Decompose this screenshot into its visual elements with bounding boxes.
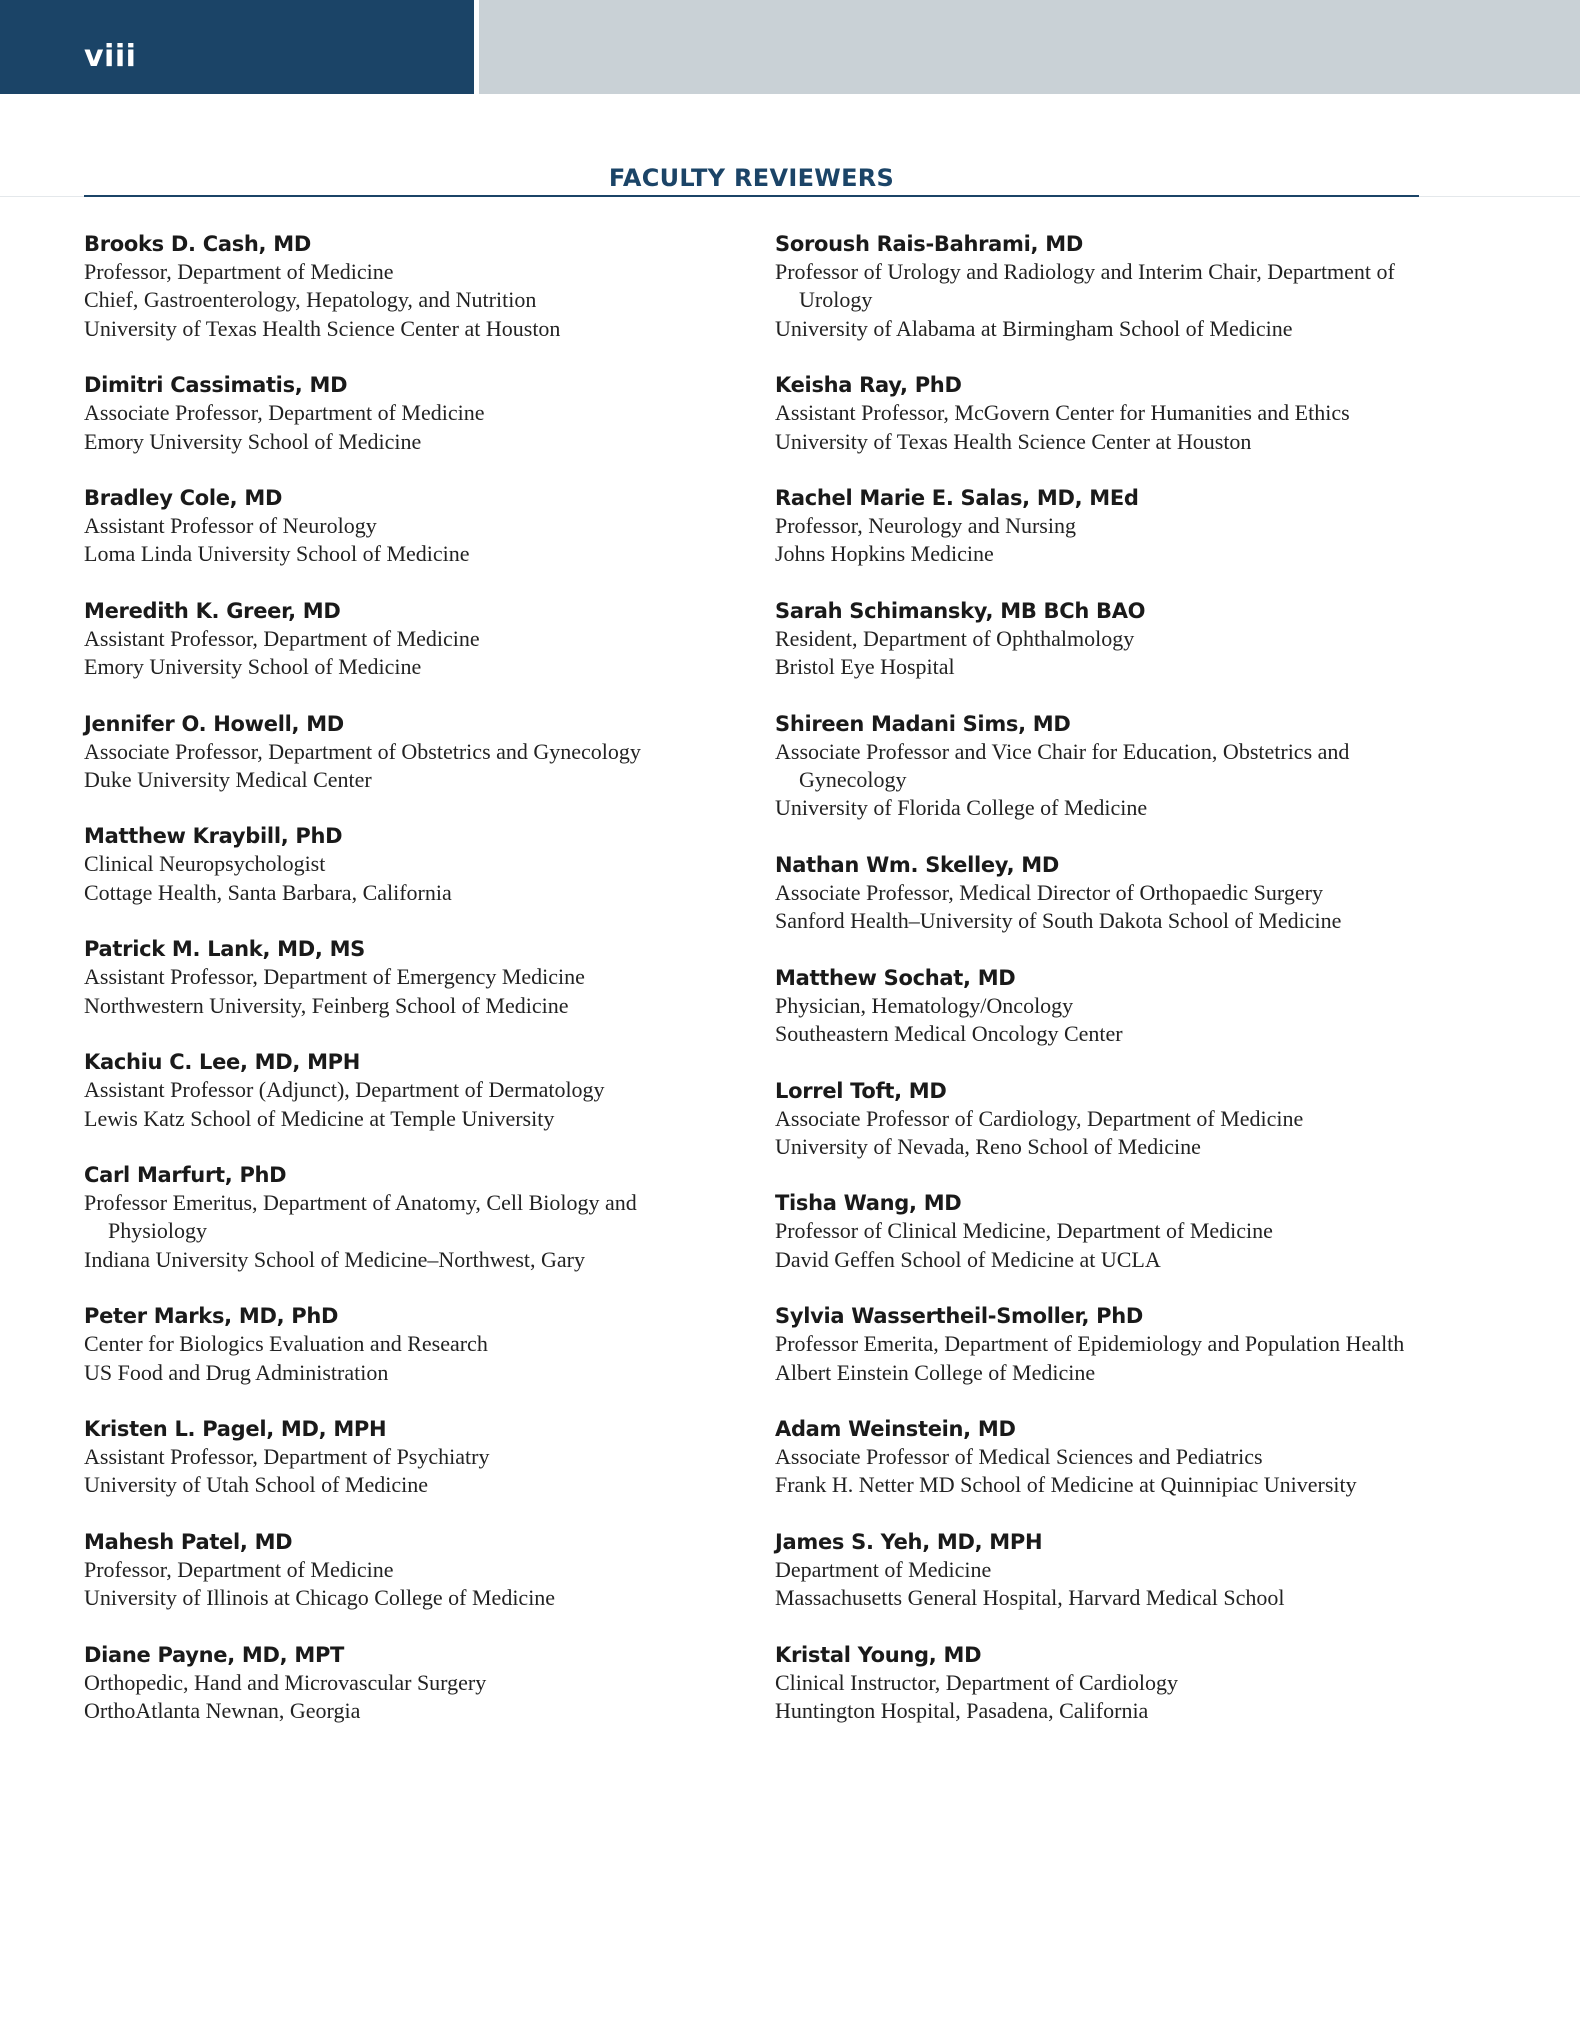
reviewer-affiliation-line: Cottage Health, Santa Barbara, California (84, 879, 452, 905)
reviewer-affiliation-line: University of Texas Health Science Center at Houston (775, 428, 1252, 454)
reviewer-affiliation-line: Emory University School of Medicine (84, 428, 422, 454)
reviewer-affiliation-line: Indiana University School of Medicine–Northwest, Gary (84, 1246, 585, 1272)
reviewer-name: Bradley Cole, MD (84, 486, 283, 511)
page-number: viii (84, 39, 137, 74)
reviewer-entry (84, 1415, 684, 1500)
reviewer-affiliation-line: Center for Biologics Evaluation and Research (84, 1331, 488, 1357)
reviewer-entry (775, 1641, 1435, 1726)
reviewer-affiliation-line: Frank H. Netter MD School of Medicine at Quinnipiac University (775, 1472, 1357, 1498)
reviewer-entry (775, 1302, 1435, 1387)
reviewer-entry (84, 1048, 684, 1133)
reviewer-affiliation-line: Associate Professor, Department of Medicine (84, 400, 485, 426)
reviewer-affiliation-line: Assistant Professor of Neurology (84, 513, 377, 539)
reviewer-affiliation-line: Loma Linda University School of Medicine (84, 541, 470, 567)
reviewer-affiliation-line: Resident, Department of Ophthalmology (775, 625, 1135, 651)
reviewer-entry (775, 1077, 1435, 1162)
reviewer-affiliation-line: Professor Emerita, Department of Epidemiology and Population Health (775, 1331, 1405, 1357)
reviewer-affiliation-line: Department of Medicine (775, 1556, 992, 1582)
reviewer-name: Adam Weinstein, MD (775, 1416, 1016, 1441)
reviewer-name: Nathan Wm. Skelley, MD (775, 852, 1059, 877)
reviewer-affiliation-line: Professor, Department of Medicine (84, 259, 394, 284)
reviewer-affiliation-line: Professor, Neurology and Nursing (775, 513, 1076, 539)
title-rule (84, 195, 1419, 197)
reviewer-name: Matthew Sochat, MD (775, 965, 1016, 990)
reviewer-affiliation-line: Associate Professor, Department of Obstetrics and Gynecology (84, 738, 641, 764)
reviewer-entry (84, 1302, 684, 1387)
reviewer-name: Rachel Marie E. Salas, MD, MEd (775, 486, 1139, 511)
reviewer-entry (84, 710, 684, 795)
reviewer-affiliation-line: Assistant Professor, Department of Medicine (84, 625, 480, 651)
reviewer-name: Brooks D. Cash, MD (84, 232, 311, 256)
reviewer-affiliation-line: US Food and Drug Administration (84, 1359, 389, 1385)
reviewer-affiliation-line: Associate Professor of Medical Sciences and Pediatrics (775, 1443, 1263, 1469)
reviewer-name: Sylvia Wassertheil-Smoller, PhD (775, 1304, 1144, 1329)
reviewer-affiliation-line: Albert Einstein College of Medicine (775, 1359, 1096, 1385)
reviewer-affiliation-line: Northwestern University, Feinberg School of Medicine (84, 992, 569, 1018)
reviewer-entry (775, 230, 1435, 343)
reviewer-affiliation-line: OrthoAtlanta Newnan, Georgia (84, 1697, 361, 1723)
reviewer-column-right (775, 230, 1435, 1753)
reviewer-affiliation-line: Assistant Professor, Department of Emergency Medicine (84, 964, 585, 990)
reviewer-entry (84, 484, 684, 569)
reviewer-affiliation-line: University of Alabama at Birmingham School of Medicine (775, 315, 1293, 341)
reviewer-affiliation-line: Massachusetts General Hospital, Harvard Medical School (775, 1585, 1285, 1611)
reviewer-entry (775, 1189, 1435, 1274)
header-banner-light (479, 0, 1580, 94)
reviewer-entry (775, 371, 1435, 456)
reviewer-name: Shireen Madani Sims, MD (775, 711, 1071, 736)
reviewer-entry (84, 1641, 684, 1726)
reviewer-name: Mahesh Patel, MD (84, 1529, 293, 1554)
reviewer-name: Keisha Ray, PhD (775, 373, 962, 398)
reviewer-name: Kristen L. Pagel, MD, MPH (84, 1416, 387, 1441)
reviewer-name: Dimitri Cassimatis, MD (84, 373, 348, 398)
reviewer-affiliation-line: University of Texas Health Science Center at Houston (84, 315, 561, 341)
reviewer-name: Soroush Rais-Bahrami, MD (775, 232, 1083, 256)
reviewer-affiliation-line: Emory University School of Medicine (84, 654, 422, 680)
reviewer-entry (84, 1161, 684, 1274)
reviewer-name: Patrick M. Lank, MD, MS (84, 937, 365, 962)
reviewer-name: Kachiu C. Lee, MD, MPH (84, 1050, 361, 1075)
reviewer-entry (775, 484, 1435, 569)
reviewer-entry (84, 371, 684, 456)
reviewer-entry (84, 597, 684, 682)
reviewer-affiliation-line: Professor of Urology and Radiology and Interim Chair, Department of Urology (775, 259, 1395, 313)
reviewer-name: Sarah Schimansky, MB BCh BAO (775, 598, 1146, 623)
reviewer-affiliation-line: Assistant Professor (Adjunct), Department of Dermatology (84, 1077, 605, 1103)
reviewer-name: Meredith K. Greer, MD (84, 598, 341, 623)
reviewer-affiliation-line: University of Utah School of Medicine (84, 1472, 428, 1498)
reviewer-entry (84, 230, 684, 343)
reviewer-affiliation-line: University of Illinois at Chicago College of Medicine (84, 1585, 556, 1611)
reviewer-affiliation-line: Clinical Neuropsychologist (84, 851, 326, 877)
reviewer-name: Carl Marfurt, PhD (84, 1162, 287, 1187)
reviewer-name: Kristal Young, MD (775, 1642, 982, 1667)
header-banner-dark (0, 0, 474, 94)
reviewer-entry (775, 1415, 1435, 1500)
reviewer-affiliation-line: Sanford Health–University of South Dakota School of Medicine (775, 908, 1342, 934)
reviewer-entry (84, 1528, 684, 1613)
reviewer-name: Diane Payne, MD, MPT (84, 1642, 345, 1667)
reviewer-affiliation-line: Associate Professor and Vice Chair for Education, Obstetrics and Gynecology (775, 738, 1350, 793)
reviewer-name: Peter Marks, MD, PhD (84, 1304, 339, 1329)
reviewer-affiliation-line: Physician, Hematology/Oncology (775, 992, 1074, 1018)
reviewer-name: Lorrel Toft, MD (775, 1078, 947, 1103)
reviewer-affiliation-line: Associate Professor of Cardiology, Department of Medicine (775, 1105, 1304, 1131)
reviewer-entry (775, 597, 1435, 682)
reviewer-affiliation-line: University of Nevada, Reno School of Medicine (775, 1133, 1201, 1159)
reviewer-affiliation-line: Johns Hopkins Medicine (775, 541, 994, 567)
reviewer-affiliation-line: Clinical Instructor, Department of Cardiology (775, 1669, 1178, 1695)
reviewer-name: James S. Yeh, MD, MPH (775, 1529, 1043, 1554)
reviewer-entry (84, 935, 684, 1020)
reviewer-name: Matthew Kraybill, PhD (84, 824, 343, 849)
reviewer-name: Tisha Wang, MD (775, 1191, 962, 1216)
reviewer-affiliation-line: Chief, Gastroenterology, Hepatology, and Nutrition (84, 287, 537, 313)
reviewer-affiliation-line: Orthopedic, Hand and Microvascular Surgery (84, 1669, 487, 1695)
reviewer-affiliation-line: Bristol Eye Hospital (775, 654, 955, 680)
reviewer-entry (775, 964, 1435, 1049)
reviewer-affiliation-line: Lewis Katz School of Medicine at Temple University (84, 1105, 555, 1131)
reviewer-affiliation-line: David Geffen School of Medicine at UCLA (775, 1246, 1161, 1272)
reviewer-affiliation-line: Professor of Clinical Medicine, Department of Medicine (775, 1218, 1273, 1244)
section-title: FACULTY REVIEWERS (608, 164, 895, 192)
reviewer-entry (775, 710, 1435, 823)
reviewer-column-left (84, 230, 684, 1753)
reviewer-entry (775, 851, 1435, 936)
reviewer-affiliation-line: University of Florida College of Medicine (775, 795, 1148, 821)
reviewer-entry (775, 1528, 1435, 1613)
reviewer-affiliation-line: Huntington Hospital, Pasadena, California (775, 1697, 1149, 1723)
reviewer-affiliation-line: Duke University Medical Center (84, 767, 372, 793)
reviewer-name: Jennifer O. Howell, MD (84, 711, 344, 736)
reviewer-affiliation-line: Associate Professor, Medical Director of Orthopaedic Surgery (775, 879, 1323, 905)
reviewer-affiliation-line: Assistant Professor, Department of Psychiatry (84, 1443, 490, 1469)
reviewer-affiliation-line: Assistant Professor, McGovern Center for Humanities and Ethics (775, 400, 1350, 426)
reviewer-affiliation-line: Professor, Department of Medicine (84, 1556, 394, 1582)
reviewer-entry (84, 822, 684, 907)
reviewer-affiliation-line: Professor Emeritus, Department of Anatomy, Cell Biology and Physiology (84, 1189, 637, 1244)
reviewer-affiliation-line: Southeastern Medical Oncology Center (775, 1021, 1123, 1047)
